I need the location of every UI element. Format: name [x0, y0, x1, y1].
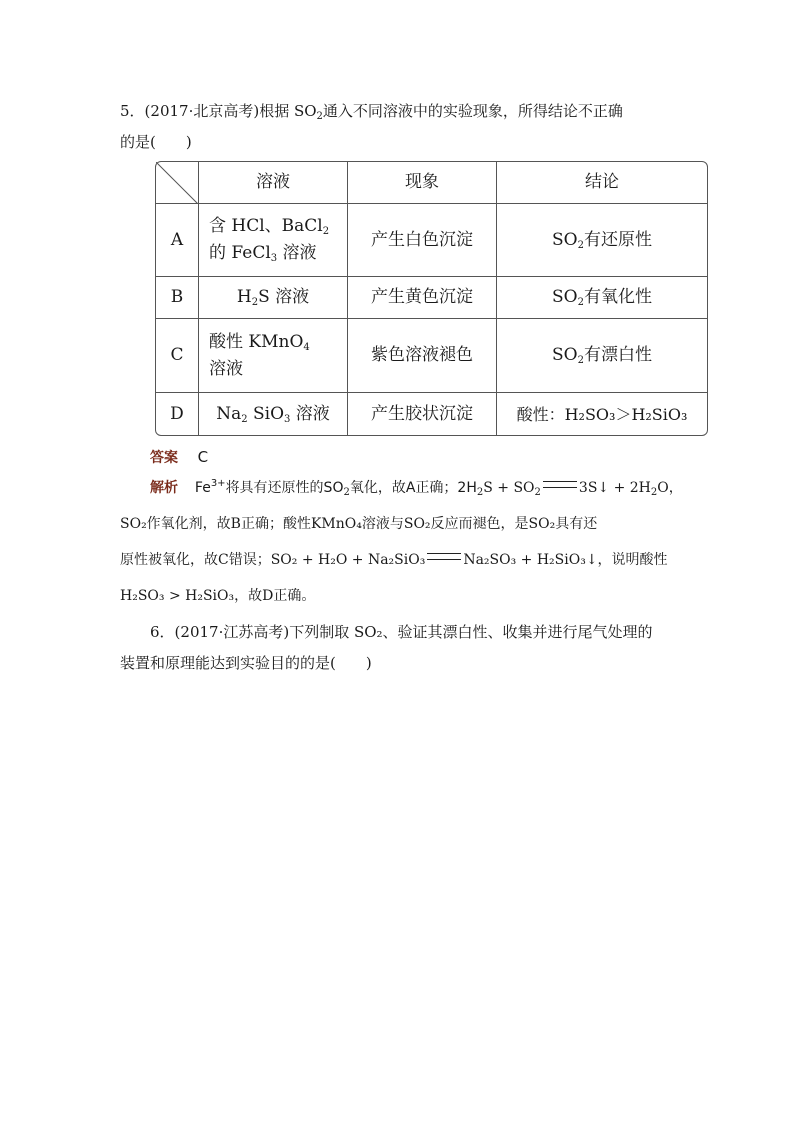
diagonal-line — [156, 162, 198, 204]
option-d: D — [156, 393, 199, 435]
analysis-line3: 原性被氧化，故C错误；SO₂ + H₂O + Na₂SiO₃ Na₂SO₃ + H₂SiO₃↓，说明酸性 — [120, 552, 668, 568]
header-conclusion: 结论 — [497, 162, 707, 204]
conclusion-a: $SO_2$有还原性 — [497, 204, 707, 277]
question-5-line1: 5．(2017·北京高考)根据 $SO_2$通入不同溶液中的实验现象，所得结论不正确 — [120, 102, 623, 122]
analysis-line1: 解析 $Fe^{3+}$将具有还原性的$SO_2$氧化，故A正确；$2H_2S + SO_2$ 3S↓ + $2H_2O$， — [150, 478, 683, 498]
solution-d: $Na_2$ SiO$_3$ 溶液 — [199, 393, 348, 435]
analysis-line4: H₂SO₃ > H₂SiO₃，故D正确。 — [120, 588, 316, 604]
conclusion-d: 酸性：H₂SO₃＞H₂SiO₃ — [516, 404, 688, 424]
solution-c: 酸性 KMnO$_4$ 溶液 — [199, 319, 348, 393]
option-b: B — [156, 277, 199, 319]
answer-line — [150, 444, 208, 471]
table-row — [156, 277, 707, 319]
table-row — [156, 393, 707, 435]
diagonal-header-cell — [156, 162, 199, 204]
option-c: C — [156, 319, 199, 393]
question-5-line2: 的是( ) — [120, 133, 192, 151]
phenomenon-a: 产生白色沉淀 — [348, 204, 497, 277]
analysis-block — [120, 470, 690, 614]
phenomenon-b: 产生黄色沉淀 — [348, 277, 497, 319]
table-header-row — [156, 162, 707, 204]
table-row — [156, 319, 707, 393]
option-a: A — [156, 204, 199, 277]
conclusion-b: $SO_2$有氧化性 — [497, 277, 707, 319]
question-5 — [120, 96, 680, 158]
header-phenomenon: 现象 — [348, 162, 497, 204]
table-row — [156, 204, 707, 277]
answer-value: C — [197, 448, 209, 466]
header-solution: 溶液 — [199, 162, 348, 204]
experiment-table — [155, 161, 708, 436]
phenomenon-c: 紫色溶液褪色 — [348, 319, 497, 393]
solution-b: $H_2S$ 溶液 — [199, 277, 348, 319]
equal-sign-icon — [543, 481, 577, 488]
analysis-line2: SO₂作氧化剂，故B正确；酸性KMnO₄溶液与SO₂反应而褪色，是SO₂具有还 — [120, 516, 598, 532]
conclusion-c: $SO_2$有漂白性 — [497, 319, 707, 393]
solution-a: 含 HCl、BaCl$_2$ 的 FeCl$_3$ 溶液 — [199, 204, 348, 277]
question-6 — [120, 617, 680, 679]
answer-label: 答案 — [150, 450, 178, 466]
question-6-line2: 装置和原理能达到实验目的的是( ) — [120, 654, 372, 672]
equal-sign-icon — [427, 553, 461, 560]
question-6-line1: 6．(2017·江苏高考)下列制取 SO₂、验证其漂白性、收集并进行尾气处理的 — [150, 623, 653, 641]
phenomenon-d: 产生胶状沉淀 — [348, 393, 497, 435]
analysis-label: 解析 — [150, 480, 178, 496]
